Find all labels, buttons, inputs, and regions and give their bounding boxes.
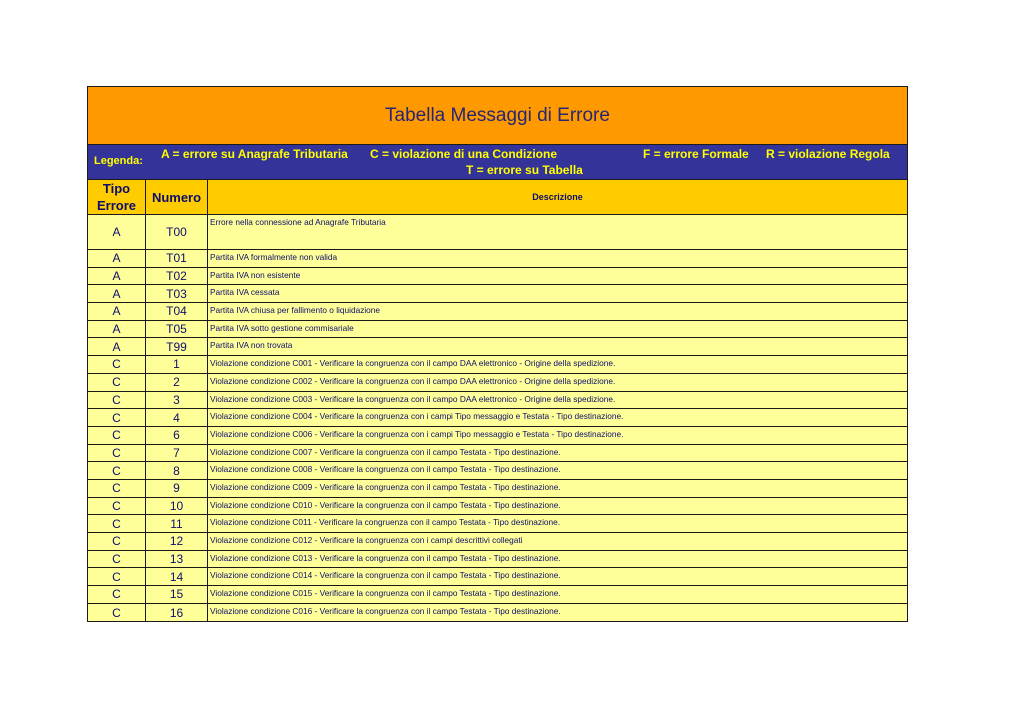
cell-tipo: C — [88, 445, 146, 462]
cell-tipo: C — [88, 551, 146, 568]
cell-descrizione: Partita IVA sotto gestione commisariale — [210, 322, 354, 333]
table-row — [88, 409, 907, 427]
cell-numero: 14 — [146, 568, 208, 585]
table-row — [88, 515, 907, 533]
table-row — [88, 604, 907, 622]
cell-descrizione: Violazione condizione C013 - Verificare la congruenza con il campo Testata - Tipo destinazione. — [210, 552, 561, 563]
cell-numero: 13 — [146, 551, 208, 568]
cell-numero: T99 — [146, 338, 208, 355]
cell-numero: T01 — [146, 250, 208, 267]
cell-numero: 3 — [146, 392, 208, 409]
table-row — [88, 268, 907, 286]
cell-tipo: A — [88, 321, 146, 338]
cell-tipo: C — [88, 409, 146, 426]
cell-numero: T03 — [146, 285, 208, 302]
cell-numero: 4 — [146, 409, 208, 426]
column-header-tipo — [88, 180, 146, 214]
cell-numero: T04 — [146, 303, 208, 320]
table-row — [88, 250, 907, 268]
table-row — [88, 568, 907, 586]
legend-item-f: F = errore Formale — [643, 147, 749, 161]
table-row — [88, 215, 907, 250]
cell-descrizione: Violazione condizione C002 - Verificare la congruenza con il campo DAA elettronico - Origine della spedizione. — [210, 375, 616, 386]
cell-descrizione: Violazione condizione C015 - Verificare la congruenza con il campo Testata - Tipo destinazione. — [210, 588, 561, 599]
cell-tipo: C — [88, 568, 146, 585]
table-row — [88, 551, 907, 569]
cell-tipo: C — [88, 533, 146, 550]
cell-numero: 8 — [146, 462, 208, 479]
tipo-header-line2: Errore — [96, 198, 137, 213]
cell-descrizione: Partita IVA chiusa per fallimento o liquidazione — [210, 305, 381, 316]
cell-descrizione: Violazione condizione C010 - Verificare la congruenza con il campo Testata - Tipo destinazione. — [210, 499, 561, 510]
cell-tipo: C — [88, 462, 146, 479]
table-row — [88, 303, 907, 321]
cell-descrizione: Violazione condizione C001 - Verificare la congruenza con il campo DAA elettronico - Origine della spedizione. — [210, 358, 616, 369]
table-row — [88, 321, 907, 339]
cell-descrizione: Errore nella connessione ad Anagrafe Tributaria — [210, 217, 386, 227]
cell-descrizione: Partita IVA non trovata — [210, 340, 293, 351]
cell-descrizione: Violazione condizione C011 - Verificare la congruenza con il campo Testata - Tipo destinazione. — [210, 517, 561, 528]
column-header-descrizione: Descrizione — [532, 192, 583, 202]
legend-item-r: R = violazione Regola — [766, 147, 890, 161]
legend-item-a: A = errore su Anagrafe Tributaria — [161, 147, 348, 161]
cell-numero: 12 — [146, 533, 208, 550]
cell-descrizione: Violazione condizione C014 - Verificare la congruenza con il campo Testata - Tipo destinazione. — [210, 570, 561, 581]
cell-numero: 7 — [146, 445, 208, 462]
column-header-numero: Numero — [146, 180, 208, 214]
cell-descrizione: Violazione condizione C004 - Verificare la congruenza con i campi Tipo messaggio e Testata - Tipo destinazione. — [210, 411, 624, 422]
cell-tipo: A — [88, 303, 146, 320]
cell-numero: T00 — [146, 215, 208, 249]
table-row — [88, 374, 907, 392]
cell-tipo: C — [88, 374, 146, 391]
cell-descrizione: Violazione condizione C016 - Verificare la congruenza con il campo Testata - Tipo destinazione. — [210, 605, 561, 616]
table-row — [88, 356, 907, 374]
cell-tipo: C — [88, 392, 146, 409]
cell-descrizione: Violazione condizione C008 - Verificare la congruenza con il campo Testata - Tipo destinazione. — [210, 464, 561, 475]
page-title: Tabella Messaggi di Errore — [385, 105, 610, 126]
cell-descrizione: Violazione condizione C012 - Verificare la congruenza con i campi descrittivi collegati — [210, 535, 523, 545]
cell-tipo: A — [88, 250, 146, 267]
cell-descrizione: Violazione condizione C006 - Verificare la congruenza con i campi Tipo messaggio e Testata - Tipo destinazione. — [210, 428, 624, 439]
cell-numero: 6 — [146, 427, 208, 444]
table-body — [88, 215, 907, 621]
cell-numero: 10 — [146, 498, 208, 515]
table-row — [88, 480, 907, 498]
cell-numero: 2 — [146, 374, 208, 391]
cell-tipo: C — [88, 480, 146, 497]
cell-tipo: C — [88, 515, 146, 532]
table-row — [88, 586, 907, 604]
cell-tipo: A — [88, 268, 146, 285]
cell-tipo: C — [88, 586, 146, 603]
cell-descrizione: Partita IVA non esistente — [210, 269, 301, 280]
cell-descrizione: Violazione condizione C009 - Verificare la congruenza con il campo Testata - Tipo destinazione. — [210, 481, 561, 492]
cell-tipo: A — [88, 215, 146, 249]
table-row — [88, 533, 907, 551]
cell-numero: T02 — [146, 268, 208, 285]
legend-item-t: T = errore su Tabella — [466, 163, 583, 177]
error-messages-table — [87, 86, 908, 622]
cell-numero: 11 — [146, 515, 208, 532]
cell-tipo: C — [88, 356, 146, 373]
cell-tipo: A — [88, 285, 146, 302]
table-row — [88, 338, 907, 356]
header-row — [88, 180, 907, 215]
cell-descrizione: Violazione condizione C003 - Verificare la congruenza con il campo DAA elettronico - Origine della spedizione. — [210, 393, 616, 404]
cell-tipo: A — [88, 338, 146, 355]
tipo-header-line1: Tipo — [102, 181, 131, 196]
table-row — [88, 285, 907, 303]
legend-item-c: C = violazione di una Condizione — [370, 147, 558, 161]
table-row — [88, 462, 907, 480]
cell-descrizione: Partita IVA cessata — [210, 287, 280, 298]
legend-label: Legenda: — [94, 155, 143, 167]
title-row — [88, 87, 907, 145]
cell-numero: T05 — [146, 321, 208, 338]
table-row — [88, 392, 907, 410]
cell-descrizione: Violazione condizione C007 - Verificare la congruenza con il campo Testata - Tipo destinazione. — [210, 446, 561, 457]
cell-numero: 1 — [146, 356, 208, 373]
cell-descrizione: Partita IVA formalmente non valida — [210, 252, 338, 262]
table-row — [88, 427, 907, 445]
cell-numero: 9 — [146, 480, 208, 497]
cell-numero: 16 — [146, 604, 208, 622]
cell-tipo: C — [88, 427, 146, 444]
cell-tipo: C — [88, 498, 146, 515]
cell-tipo: C — [88, 604, 146, 622]
cell-numero: 15 — [146, 586, 208, 603]
legend-row — [88, 145, 907, 180]
table-row — [88, 445, 907, 463]
table-row — [88, 498, 907, 516]
